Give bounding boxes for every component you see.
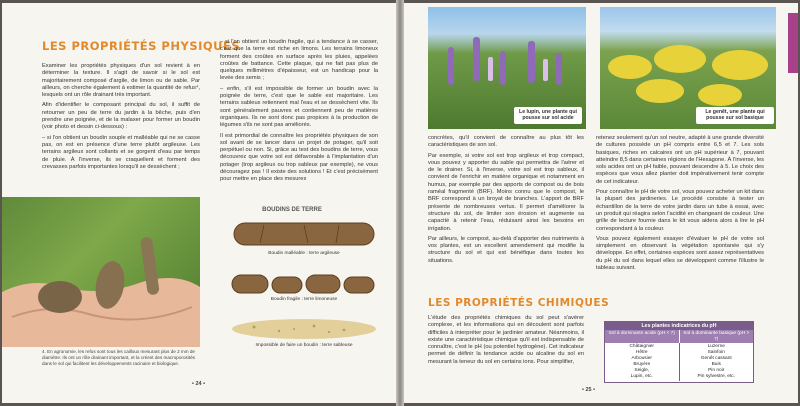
footnote: 4. En agronomie, les refus sont tous les cailloux mesurant plus de 2 mm de diamètre. Ils ont un rôle drainant important, et la créent des macroporosités dans le sol qui facilitent les développements racinaire et biologique.: [42, 349, 195, 366]
table-acid-column: [605, 343, 679, 381]
table-cell: Châtaignier: [629, 344, 655, 349]
right-column-2: [596, 135, 764, 275]
table-header-acid: Sol à dominante acide (pH < 7): [605, 330, 679, 343]
table-cell: Bruyère: [633, 362, 651, 367]
table-body: [605, 343, 753, 381]
left-column-1: [42, 63, 200, 174]
table-cell: Genêt cassant: [700, 356, 732, 361]
paragraph: retenez seulement qu'un sol neutre, adapté à une grande diversité de cultures possède un pH compris entre 6,5 et 7. Les sols basiques, riches en calcaires ont un pH supérieur à 7, pouvant atteindre 8,5 dans certaines régions de l'Hexagone. À l'inverse, les sols acides ont un pH faible, pouvant descendre à 5. Le choix des espèces que vous allez planter doit impérativement tenir compte de cet indicateur.: [596, 135, 764, 185]
heading-physical: LES PROPRIÉTÉS PHYSIQUES: [42, 39, 241, 53]
table-basic-column: [679, 343, 754, 381]
table-cell: Arbousier: [631, 356, 653, 361]
paragraph: Par exemple, si votre sol est trop argileux et trop compact, vous pouvez y apporter du sable qui permettra de l'aérer et de le drainer. Si, à l'inverse, votre sol est trop sableux, il convient de l'enrichir en matière organique et notamment en humus, par exemple par des apports de compost ou de bois raméal fragmenté (BRF). Moins connu que le compost, le BRF correspond à un broyat de branches. L'apport de BRF présente de nombreuses vertus. Il permet d'améliorer la structure du sol, de limiter son érosion et augmente sa capacité à retenir l'eau, réduisant ainsi les besoins en irrigation.: [428, 152, 584, 232]
paragraph: Pour connaître le pH de votre sol, vous pouvez acheter un kit dans la plupart des jardineries. Le procédé consiste à tester un échantillon de la terre de votre jardin dans un tube à essai, avec un produit qui réagira selon l'acidité en changeant de couleur. Une grille de lecture fournie dans le kit vous aidera alors à lire le pH correspondant à la couleur.: [596, 189, 764, 232]
paragraph: Afin d'identifier le composant principal du sol, il suffit de retourner un peu de terre du jardin à la bêche, puis d'en prendre une poignée, et de la malaxer pour former un boudin (voir photo et dessin ci-dessous) :: [42, 102, 200, 131]
left-page: [2, 3, 396, 403]
table-header-basic: Sol à dominante basique (pH > 7): [679, 330, 754, 343]
paragraph: Par ailleurs, le compost, au-delà d'apporter des nutriments à vos plantes, est un excellent amendement qui modifie la structure du sol et qui est bénéfique dans toutes les situations.: [428, 235, 584, 264]
table-cell: Luzerne: [707, 344, 725, 349]
paragraph: – si l'on obtient un boudin souple et malléable qui ne se casse pas, on est en présence d'une terre plutôt argileuse. Les terrains argileux sont collants et se gorgent d'eau par temps de pluie. À l'inverse, ils se craquellent et forment des crevasses parfois importantes lorsqu'il se dessèchent ;: [42, 134, 200, 170]
heading-chemical: LES PROPRIÉTÉS CHIMIQUES: [428, 297, 610, 309]
paragraph: Examiner les propriétés physiques d'un sol revient à en déterminer la texture. Il s'agit de savoir si le sol est majoritairement composé d'argile, de limon ou de sable. Par ailleurs, on cherche également à estimer la quantité de refus⁴, lesquels ont un rôle drainant très important.: [42, 63, 200, 99]
table-header-row: [605, 330, 753, 343]
table-title: Les plantes indicatrices du pH: [605, 322, 753, 330]
page-edge-tab: [788, 13, 798, 73]
right-column-1: [428, 135, 584, 268]
book-gutter: [396, 0, 404, 406]
boudins-title: BOUDINS DE TERRE: [262, 207, 322, 213]
paragraph: L'étude des propriétés chimiques du sol peut s'avérer complexe, et les informations qui en découlent sont parfois difficiles à interpréter pour le jardinier amateur. Néanmoins, il existe une caractéristique chimique qu'il est indispensable de connaître, c'est le pH (ou potentiel hydrogène). Cet indicateur permet de définir la tendance acide ou alcaline du sol en mesurant la teneur du sol en certains ions. Pour simplifier,: [428, 315, 584, 365]
boudin-caption-silt: Boudin fragile : terre limoneuse: [270, 297, 338, 302]
lupin-caption: Le lupin, une plante qui pousse sur sol acide: [514, 107, 582, 124]
boudin-caption-clay: Boudin malléable : terre argileuse: [268, 251, 340, 256]
paragraph: Il est primordial de connaître les propriétés physiques de son sol avant de se lancer dans un projet de potager, qu'il soit perpétuel ou non. Si, grâce au test des boudins de terre, vous découvrez que votre sol est défavorable à l'implantation d'un potager (trop argileux ou trop sableux par exemple), ne vous découragez pas ! Il existe des solutions ! Et c'est précisément pour mettre en place des mesures: [220, 132, 378, 183]
right-page: [404, 3, 798, 403]
hand-soil-photo: [2, 197, 200, 347]
table-cell: Hêtre: [635, 350, 648, 355]
paragraph: concrètes, qu'il convient de connaître au plus tôt les caractéristiques de son sol.: [428, 135, 584, 149]
table-cell: Lupin, etc.: [630, 374, 653, 379]
paragraph: Vous pouvez également essayer d'évaluer le pH de votre sol simplement en observant la végétation spontanée qui s'y développe. En effet, certaines espèces sont assez représentatives du pH du sol dans lequel elles se développent comme l'illustre le tableau suivant.: [596, 235, 764, 272]
paragraph: – enfin, s'il est impossible de former un boudin avec la poignée de terre, c'est que le sable est majoritaire. Les terrains sableux retiennent mal l'eau et se dessèchent vite. Ils sont généralement pauvres et contiennent peu de matières organiques. Ils ne sont donc pas propices à la production de légumes s'ils ne sont pas améliorés.: [220, 85, 378, 129]
left-column-2: [220, 39, 378, 187]
hand-illustration: [2, 197, 200, 347]
page-number-left: • 24 •: [192, 381, 206, 387]
table-cell: Buis: [711, 362, 721, 367]
paragraph: – si l'on obtient un boudin fragile, qui a tendance à se casser, c'est que la terre est riche en limons. Les terrains limoneux forment des croûtes en surface après les pluies, appelées croûtes de battance. Cette plaque, qui ne fait pas plus de quelques millimètres d'épaisseur, est un handicap pour la levée des semis ;: [220, 39, 378, 82]
page-number-right: • 25 •: [582, 387, 596, 393]
right-column-1b: [428, 315, 584, 369]
genet-caption: Le genêt, une plante qui pousse sur sol basique: [696, 107, 774, 124]
ph-indicator-table: [604, 321, 754, 383]
table-cell: Sainfoin: [707, 350, 725, 355]
table-cell: Pin sylvestre, etc.: [697, 374, 736, 379]
table-cell: Seigle,: [634, 368, 650, 373]
boudin-caption-sand: Impossible de faire un boudin : terre sableuse: [255, 343, 353, 348]
table-cell: Pin noir: [708, 368, 725, 373]
